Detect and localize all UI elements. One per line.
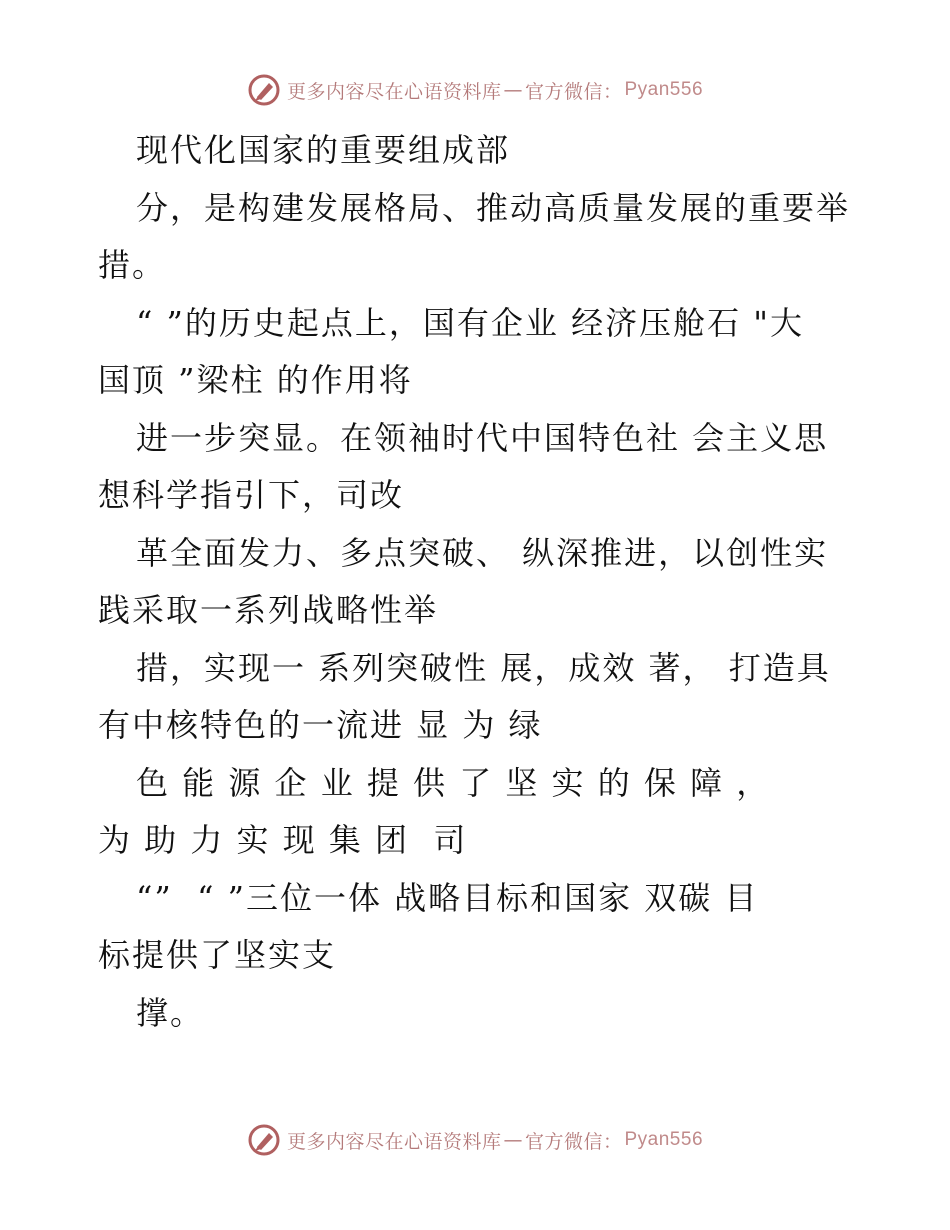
body-line: 标提供了坚实支 bbox=[98, 936, 337, 974]
watermark-wechat-label: 官方微信： bbox=[524, 80, 623, 103]
body-line: 进一步突显。在领袖时代中国特色社 会主义思 bbox=[136, 418, 829, 457]
header-watermark bbox=[0, 70, 950, 110]
body-line: 措。 bbox=[98, 246, 167, 284]
body-line: 分，是构建发展格局、推动高质量发展的重要举 bbox=[136, 188, 851, 227]
body-line: 色 能 源 企 业 提 供 了 坚 实 的 保 障 ， bbox=[136, 763, 771, 802]
body-line: “” “ ”三位一体 战略目标和国家 双碳 目 bbox=[136, 878, 759, 917]
watermark-separator: — bbox=[503, 79, 523, 101]
body-line: 撑。 bbox=[136, 993, 205, 1032]
pen-nib-logo-icon bbox=[247, 73, 281, 107]
body-line: 为 助 力 实 现 集 团 司 bbox=[98, 821, 468, 859]
pen-nib-logo-icon bbox=[247, 1123, 281, 1157]
footer-watermark bbox=[0, 1120, 950, 1160]
watermark-separator: — bbox=[503, 1129, 523, 1151]
body-line: 革全面发力、多点突破、 纵深推进，以创性实 bbox=[136, 533, 829, 572]
document-body bbox=[98, 122, 858, 1042]
watermark-wechat-handle: Pyan556 bbox=[624, 79, 704, 100]
body-line: “ ”的历史起点上，国有企业 经济压舱石 "大 bbox=[136, 303, 804, 342]
body-line: 践采取一系列战略性举 bbox=[98, 591, 439, 629]
watermark-text: 更多内容尽在心语资料库 bbox=[286, 1130, 502, 1153]
body-line: 想科学指引下，司改 bbox=[98, 476, 405, 514]
watermark-text: 更多内容尽在心语资料库 bbox=[286, 80, 502, 103]
body-line: 措，实现一 系列突破性 展，成效 著， 打造具 bbox=[136, 648, 831, 687]
watermark-wechat-handle: Pyan556 bbox=[624, 1129, 704, 1150]
body-line: 有中核特色的一流进 显 为 绿 bbox=[98, 706, 543, 744]
body-line: 国顶 ”梁柱 的作用将 bbox=[98, 361, 413, 399]
body-line: 现代化国家的重要组成部 bbox=[136, 131, 511, 169]
watermark-wechat-label: 官方微信： bbox=[524, 1130, 623, 1153]
